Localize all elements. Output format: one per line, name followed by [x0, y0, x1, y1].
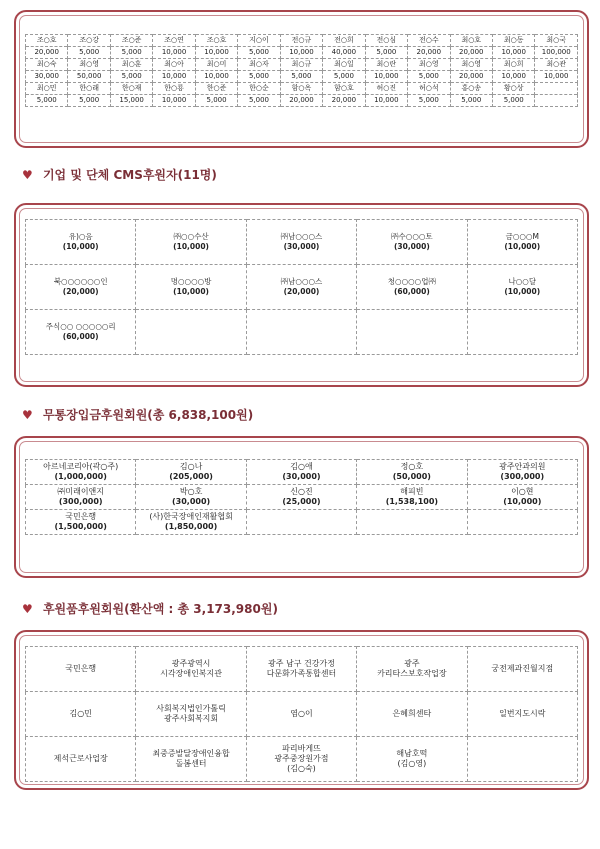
donor-cell [26, 310, 136, 355]
donor-name: 이○현 [511, 487, 534, 496]
donor-name-line: 궁전제과진월지점 [491, 664, 554, 673]
donor-amount: 5,000 [280, 71, 322, 83]
donor-cell [246, 485, 356, 510]
donor-name: 최○관 [535, 59, 578, 71]
donor-cell [357, 460, 467, 485]
donor-name: ㈜남○○○스 [280, 232, 323, 241]
donor-name-line: (김○숙) [287, 764, 316, 773]
donor-name: 아르네코리아(곽○주) [43, 462, 119, 471]
donor-amount: (1,538,100) [385, 497, 439, 506]
donor-name-line: 제석근로사업장 [53, 754, 108, 763]
donor-amount: 20,000 [26, 47, 68, 59]
donor-name: 한○재 [110, 83, 152, 95]
donor-amount: 20,000 [280, 95, 322, 107]
donor-name: 조○연 [153, 35, 195, 47]
donor-cell [467, 485, 577, 510]
donor-amount: 10,000 [153, 95, 195, 107]
donor-name: ㈜남○○○스 [280, 277, 323, 286]
donor-name: 한○래 [68, 83, 110, 95]
donor-cell [26, 265, 136, 310]
donor-name: 한○순 [238, 83, 280, 95]
donor-name: ㈜○○수산 [173, 232, 209, 241]
donor-name: 김○나 [179, 462, 203, 471]
donor-cell [467, 737, 577, 782]
donor-cell [26, 647, 136, 692]
table-row [26, 510, 578, 535]
donor-name: 전○심 [365, 35, 407, 47]
donor-cell [246, 647, 356, 692]
section-heading-deposit [22, 406, 253, 423]
donor-name-line: 카리타스보호작업장 [377, 669, 447, 678]
goods-donors-box [14, 630, 589, 790]
donor-name: 한○룡 [153, 83, 195, 95]
donor-amount: 10,000 [365, 95, 407, 107]
donor-amount: (50,000) [392, 472, 431, 481]
donor-name: 최○희 [492, 59, 534, 71]
donor-amount: (10,000) [503, 497, 542, 506]
donor-name-line: 파리바게뜨 [282, 744, 321, 753]
donor-amount: 5,000 [110, 71, 152, 83]
donor-cell [357, 265, 467, 310]
heart-icon: ♥ [22, 602, 33, 616]
donor-cell [136, 647, 246, 692]
donor-cell [357, 485, 467, 510]
donor-name: 정○호 [400, 462, 424, 471]
donor-cell [136, 485, 246, 510]
table-row [26, 265, 578, 310]
heart-icon: ♥ [22, 168, 33, 182]
table-row [26, 692, 578, 737]
donor-cell [357, 737, 467, 782]
donor-cell [246, 460, 356, 485]
donor-name: 북○○○○○○인 [53, 277, 108, 286]
donor-cell [246, 510, 356, 535]
donor-amount: (10,000) [173, 242, 209, 251]
donor-name: 허○진 [365, 83, 407, 95]
donor-cell [357, 647, 467, 692]
donor-amount: (30,000) [283, 242, 320, 251]
donor-name-line: 광주 [404, 659, 420, 668]
donor-name: 박○호 [179, 487, 203, 496]
donor-amount: (30,000) [282, 472, 321, 481]
donor-amount: 5,000 [408, 71, 450, 83]
donor-cell [26, 220, 136, 265]
individual-donors-table [25, 34, 578, 107]
donor-amount: 50,000 [68, 71, 110, 83]
donor-name: 전○규 [280, 35, 322, 47]
donor-cell [136, 310, 246, 355]
section-title: 후원품후원회원(환산액 : 총 3,173,980원) [42, 602, 278, 616]
donor-name: 최○란 [365, 59, 407, 71]
donor-amount: (60,000) [62, 332, 99, 341]
donor-name-line: 국민은행 [65, 664, 97, 673]
donor-cell [467, 220, 577, 265]
amount-row [26, 71, 578, 83]
goods-donors-table [25, 646, 578, 782]
donor-name-line: 해남호떡 [396, 749, 428, 758]
donor-amount: 5,000 [26, 95, 68, 107]
section-title: 무통장입금후원회원(총 6,838,100원) [42, 408, 254, 422]
donor-name: 광주안과의원 [499, 462, 546, 471]
section-title: 기업 및 단체 CMS후원자(11명) [42, 168, 217, 182]
donor-cell [136, 737, 246, 782]
donor-amount: (20,000) [283, 287, 320, 296]
individual-donors-box [14, 10, 589, 148]
donor-name: 최○영 [450, 59, 492, 71]
donor-amount: (10,000) [173, 287, 209, 296]
donor-name-line: 다문화가족통합센터 [266, 669, 337, 678]
deposit-donors-table [25, 459, 578, 535]
donor-name-line: 김○민 [69, 709, 92, 718]
donor-name: 최○아 [153, 59, 195, 71]
donor-amount: 10,000 [280, 47, 322, 59]
donor-amount: 10,000 [492, 71, 534, 83]
donor-name-line: 사회복지법인가톨릭 [156, 704, 226, 713]
donor-amount: 10,000 [365, 71, 407, 83]
donor-name: 금○○○M [505, 232, 539, 241]
donor-cell [26, 737, 136, 782]
donor-name: 조○강 [68, 35, 110, 47]
donor-name: 최○동 [492, 35, 534, 47]
donor-name: 지○이 [238, 35, 280, 47]
donor-amount: (10,000) [504, 242, 541, 251]
donor-amount: 100,000 [535, 47, 578, 59]
donor-amount: 10,000 [195, 71, 237, 83]
donor-cell [26, 460, 136, 485]
donor-name: 최○숙 [26, 59, 68, 71]
donor-name-line: 광주광역시 [171, 659, 211, 668]
donor-amount: (20,000) [62, 287, 99, 296]
donor-amount: 15,000 [110, 95, 152, 107]
donor-amount: 10,000 [535, 71, 578, 83]
donor-amount: 5,000 [238, 71, 280, 83]
donor-name: 신○진 [290, 487, 313, 496]
donor-name: 국민은행 [65, 512, 97, 521]
donor-amount: (25,000) [282, 497, 321, 506]
donor-amount: 5,000 [323, 71, 365, 83]
donor-name-line: 광주중장원가점 [274, 754, 329, 763]
donor-name: 황○상 [492, 83, 534, 95]
table-row [26, 647, 578, 692]
donor-cell [26, 692, 136, 737]
donor-name: 청○○○○업㈜ [387, 277, 436, 286]
donor-cell [467, 460, 577, 485]
donor-amount: (30,000) [171, 497, 211, 506]
donor-name: 조○호 [195, 35, 237, 47]
donor-name: 유)○음 [68, 232, 93, 241]
donor-cell [26, 510, 136, 535]
name-row [26, 59, 578, 71]
donor-name-line: 최중증발달장애인융합 [152, 749, 230, 758]
donor-amount: 20,000 [450, 47, 492, 59]
table-row [26, 310, 578, 355]
donor-name-line: (김○영) [397, 759, 427, 768]
donor-amount: (1,850,000) [164, 522, 218, 531]
donor-cell [246, 220, 356, 265]
donor-cell [357, 310, 467, 355]
donor-name: (사)한국장애인재활협회 [149, 512, 233, 521]
donor-amount: (300,000) [58, 497, 103, 506]
donor-name-line: 일번지도시락 [499, 709, 546, 718]
donor-amount: 5,000 [365, 47, 407, 59]
donor-amount: (300,000) [500, 472, 545, 481]
donor-name: 전○희 [323, 35, 365, 47]
donor-name-line: 광주 남구 건강가정 [268, 659, 335, 668]
donor-name: 최○규 [280, 59, 322, 71]
donor-name-line: 시각장애인복지관 [160, 669, 222, 678]
donor-amount: 30,000 [26, 71, 68, 83]
amount-row [26, 95, 578, 107]
donor-amount: 20,000 [408, 47, 450, 59]
donor-name: 명○○○○방 [170, 277, 212, 286]
donor-cell [467, 647, 577, 692]
donor-cell [467, 310, 577, 355]
heart-icon: ♥ [22, 408, 33, 422]
donor-amount: 5,000 [110, 47, 152, 59]
donor-amount: (1,500,000) [54, 522, 107, 531]
table-row [26, 485, 578, 510]
donor-amount: 20,000 [450, 71, 492, 83]
donor-name: 최○민 [26, 83, 68, 95]
donor-name: 해피빈 [400, 487, 424, 496]
table-row [26, 737, 578, 782]
donor-amount [535, 95, 578, 107]
donor-name: 최○훈 [110, 59, 152, 71]
donor-cell [467, 692, 577, 737]
donor-amount: 5,000 [408, 95, 450, 107]
donor-name: 주식○○ ○○○○○리 [45, 322, 116, 331]
donor-name: ㈜미래이앤지 [57, 487, 105, 496]
donor-amount: 10,000 [195, 47, 237, 59]
donor-name: ㈜수○○○토 [391, 232, 433, 241]
donor-cell [136, 220, 246, 265]
donor-amount: (30,000) [393, 242, 430, 251]
donor-cell [246, 310, 356, 355]
donor-name: 함○호 [323, 83, 365, 95]
donor-amount: 10,000 [153, 47, 195, 59]
donor-name: 최○호 [450, 35, 492, 47]
donor-name-line: 돌봄센터 [175, 759, 207, 768]
donor-name: 조○호 [26, 35, 68, 47]
donor-amount: 5,000 [450, 95, 492, 107]
donor-name: 나○○달 [508, 277, 537, 286]
donor-amount: 5,000 [68, 47, 110, 59]
donor-amount: 10,000 [492, 47, 534, 59]
donor-name-line: 은혜희센타 [392, 709, 432, 718]
donor-cell [246, 265, 356, 310]
donor-amount: 10,000 [153, 71, 195, 83]
donor-cell [26, 485, 136, 510]
donor-amount: 5,000 [238, 47, 280, 59]
donor-amount: 5,000 [238, 95, 280, 107]
donor-name-line: 광주사회복지회 [164, 714, 219, 723]
donor-amount: (10,000) [62, 242, 99, 251]
donor-name: 최○일 [323, 59, 365, 71]
table-row [26, 460, 578, 485]
donor-name: 홍○송 [450, 83, 492, 95]
donor-name: 최○영 [68, 59, 110, 71]
donor-cell [136, 460, 246, 485]
donor-name: 최○미 [195, 59, 237, 71]
donor-name: 최○국 [535, 35, 578, 47]
donor-name: 전○수 [408, 35, 450, 47]
donor-amount: 5,000 [195, 95, 237, 107]
donor-name: 최○자 [238, 59, 280, 71]
donor-cell [357, 692, 467, 737]
donor-name [535, 83, 578, 95]
donor-name: 한○준 [195, 83, 237, 95]
cms-donors-table [25, 219, 578, 355]
donor-cell [246, 737, 356, 782]
donor-cell [246, 692, 356, 737]
name-row [26, 35, 578, 47]
name-row [26, 83, 578, 95]
donor-cell [467, 510, 577, 535]
donor-amount: (205,000) [169, 472, 213, 481]
donor-name: 김○애 [290, 462, 313, 471]
donor-name: 함○옥 [280, 83, 322, 95]
donor-cell [136, 692, 246, 737]
donor-name-line: 염○이 [290, 709, 313, 718]
donor-name: 허○석 [408, 83, 450, 95]
donor-cell [357, 220, 467, 265]
section-heading-cms [22, 166, 217, 183]
deposit-donors-box [14, 436, 589, 578]
donor-name: 최○영 [408, 59, 450, 71]
table-row [26, 220, 578, 265]
donor-amount: (60,000) [393, 287, 430, 296]
donor-cell [136, 510, 246, 535]
donor-amount: 5,000 [68, 95, 110, 107]
amount-row [26, 47, 578, 59]
cms-donors-box [14, 203, 589, 387]
donor-cell [136, 265, 246, 310]
donor-cell [467, 265, 577, 310]
donor-amount: 5,000 [492, 95, 534, 107]
donor-amount: (10,000) [504, 287, 541, 296]
section-heading-goods [22, 600, 278, 617]
donor-cell [357, 510, 467, 535]
donor-amount: (1,000,000) [54, 472, 107, 481]
donor-amount: 40,000 [323, 47, 365, 59]
donor-amount: 20,000 [323, 95, 365, 107]
donor-name: 조○준 [110, 35, 152, 47]
